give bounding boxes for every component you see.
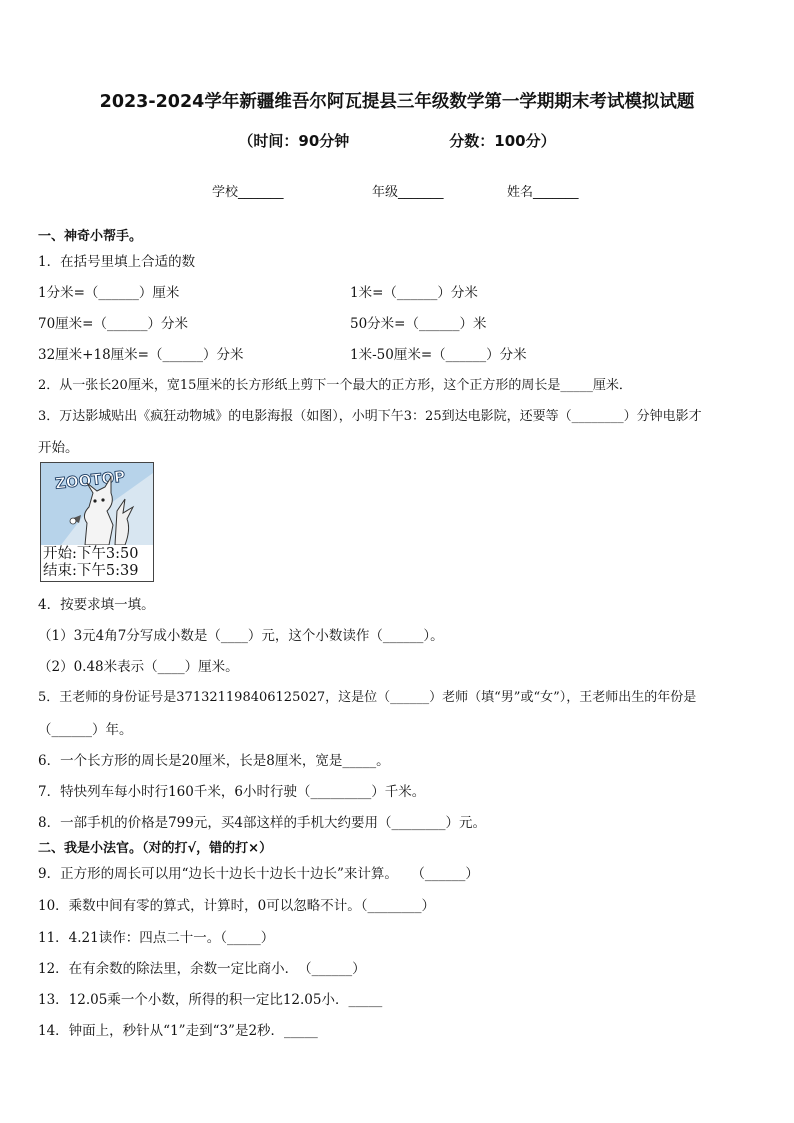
question-7: 7．特快列车每小时行160千米，6小时行驶（_________）千米。 bbox=[38, 784, 426, 800]
poster-logo: ZOOTOP bbox=[54, 467, 127, 493]
question-8: 8．一部手机的价格是799元，买4部这样的手机大约要用（________）元。 bbox=[38, 815, 486, 831]
question-1a: 1分米=（______）厘米 bbox=[38, 285, 180, 301]
question-3-line1: 3．万达影城贴出《疯狂动物城》的电影海报（如图），小明下午3：25到达电影院，还要等（________）分钟电影才 bbox=[38, 409, 702, 424]
question-11: 11．4.21读作：四点二十一。（_____） bbox=[38, 930, 275, 946]
exam-title: 2023-2024学年新疆维吾尔阿瓦提县三年级数学第一学期期末考试模拟试题 bbox=[99, 92, 695, 112]
poster-illustration bbox=[41, 463, 153, 545]
question-1b: 1米=（______）分米 bbox=[350, 285, 478, 301]
question-1e: 32厘米+18厘米=（______）分米 bbox=[38, 347, 244, 363]
question-14: 14．钟面上，秒针从“1”走到“3”是2秒．_____ bbox=[38, 1023, 318, 1039]
poster-end-time: 结束:下午5:39 bbox=[43, 563, 139, 579]
question-1f: 1米-50厘米=（______）分米 bbox=[350, 347, 527, 363]
name-field: 姓名_______ bbox=[507, 185, 579, 200]
exam-subtitle bbox=[0, 130, 794, 151]
question-1c: 70厘米=（______）分米 bbox=[38, 316, 188, 332]
question-12: 12．在有余数的除法里，余数一定比商小． （______） bbox=[38, 961, 366, 977]
total-score: 分数：100分） bbox=[449, 132, 556, 150]
question-1d: 50分米=（______）米 bbox=[350, 316, 487, 332]
question-4-2: （2）0.48米表示（____）厘米。 bbox=[38, 659, 239, 675]
grade-field: 年级_______ bbox=[372, 185, 444, 200]
question-1: 1．在括号里填上合适的数 bbox=[38, 254, 196, 270]
school-field: 学校_______ bbox=[212, 185, 284, 200]
section2-title: 二、我是小法官。（对的打√，错的打×） bbox=[38, 841, 273, 856]
question-5-line1: 5．王老师的身份证号是371321198406125027，这是位（______）老师（填“男”或“女”），王老师出生的年份是 bbox=[38, 690, 697, 705]
question-4: 4．按要求填一填。 bbox=[38, 597, 155, 613]
question-10: 10．乘数中间有零的算式，计算时，0可以忽略不计。（________） bbox=[38, 898, 436, 914]
time-limit: （时间：90分钟 bbox=[238, 132, 350, 150]
movie-poster bbox=[40, 462, 154, 582]
question-2: 2．从一张长20厘米，宽15厘米的长方形纸上剪下一个最大的正方形，这个正方形的周长是_____厘米． bbox=[38, 378, 632, 393]
poster-artwork-icon bbox=[41, 463, 153, 545]
question-6: 6．一个长方形的周长是20厘米，长是8厘米，宽是_____。 bbox=[38, 753, 390, 769]
question-5-line2: （______）年。 bbox=[38, 722, 133, 738]
section1-title: 一、神奇小帮手。 bbox=[38, 229, 143, 244]
question-9: 9．正方形的周长可以用“边长十边长十边长十边长”来计算。 （______） bbox=[38, 866, 479, 882]
question-4-1: （1）3元4角7分写成小数是（____）元，这个小数读作（______）。 bbox=[38, 628, 444, 644]
question-13: 13．12.05乘一个小数，所得的积一定比12.05小．_____ bbox=[38, 992, 383, 1008]
question-3-line2: 开始。 bbox=[38, 440, 79, 456]
poster-start-time: 开始:下午3:50 bbox=[43, 546, 139, 562]
